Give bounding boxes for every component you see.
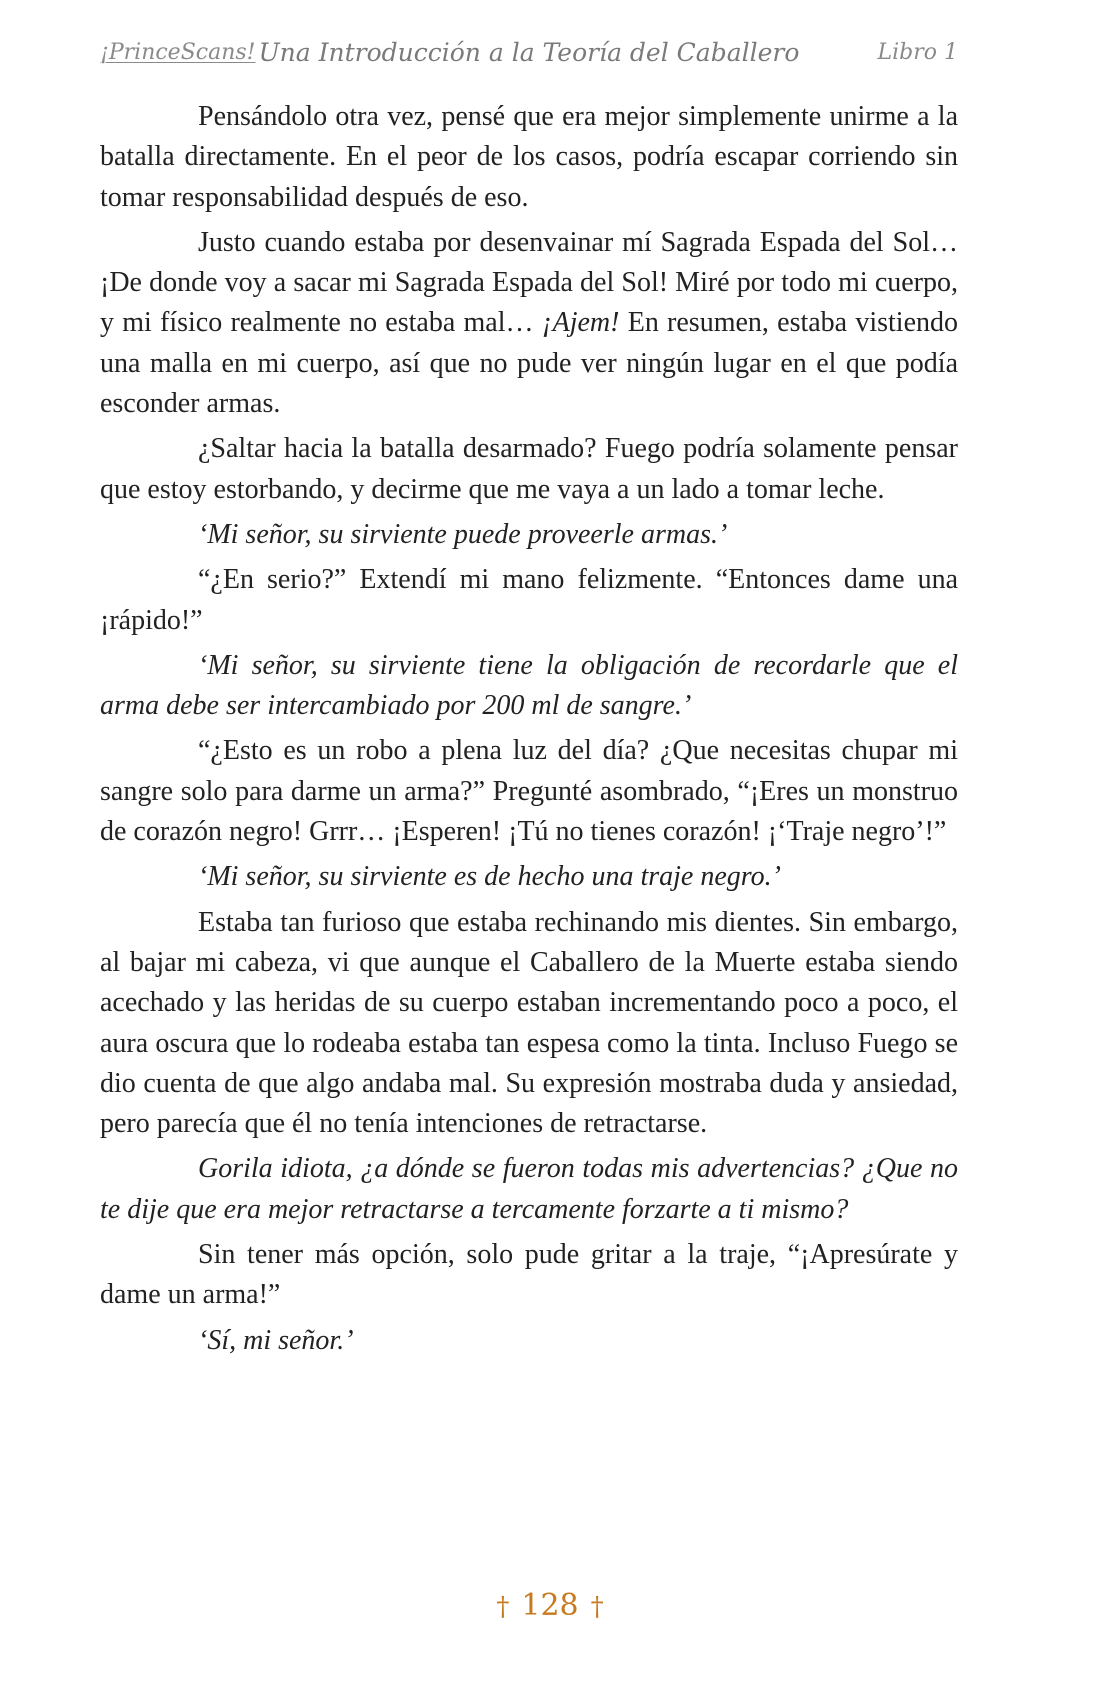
dagger-ornament-icon: † bbox=[590, 1592, 604, 1622]
paragraph-italic: Gorila idiota, ¿a dónde se fueron todas mis advertencias? ¿Que no te dije que era mejor retractarse a tercamente forzarte a ti mismo? bbox=[100, 1153, 958, 1225]
paragraph bbox=[100, 223, 958, 424]
paragraph: “¿En serio?” Extendí mi mano felizmente. “Entonces dame una ¡rápido!” bbox=[100, 564, 958, 636]
paragraph-emphasis: ¡Ajem! bbox=[541, 307, 620, 339]
paragraph: “¿Esto es un robo a plena luz del día? ¿Que necesitas chupar mi sangre solo para darme un arma?” Pregunté asombrado, “¡Eres un monstruo de corazón negro! Grrr… ¡Esperen! ¡Tú no tienes corazón! ¡‘Traje negro’!” bbox=[100, 735, 958, 848]
paragraph: ¿Saltar hacia la batalla desarmado? Fuego podría solamente pensar que estoy estorbando, y decirme que me vaya a un lado a tomar leche. bbox=[100, 433, 958, 505]
paragraph: Pensándolo otra vez, pensé que era mejor simplemente unirme a la batalla directamente. En el peor de los casos, podría escapar corriendo sin tomar responsabilidad después de eso. bbox=[100, 101, 958, 213]
page-header bbox=[100, 34, 958, 74]
header-volume: Libro 1 bbox=[877, 40, 958, 65]
paragraph-text: Justo cuando estaba por desenvainar mí Sagrada Espada del Sol… ¡De donde voy a sacar mi Sagrada Espada del Sol! Miré por todo mi cuerpo, y mi físico realmente no estaba mal… bbox=[100, 226, 958, 339]
paragraph-italic: ‘Mi señor, su sirviente es de hecho una traje negro.’ bbox=[198, 861, 781, 893]
paragraph: Estaba tan furioso que estaba rechinando mis dientes. Sin embargo, al bajar mi cabeza, vi que aunque el Caballero de la Muerte estaba siendo acechado y las heridas de su cuerpo estaban incrementando poco a poco, el aura oscura que lo rodeaba estaba tan espesa como la tinta. Incluso Fuego se dio cuenta de que algo andaba mal. Su expresión mostraba duda y ansiedad, pero parecía que él no tenía intenciones de retractarse. bbox=[100, 906, 958, 1140]
paragraph-italic: ‘Mi señor, su sirviente tiene la obligación de recordarle que el arma debe ser intercambiado por 200 ml de sangre.’ bbox=[100, 649, 958, 722]
dagger-ornament-icon: † bbox=[496, 1592, 510, 1622]
header-scanlation-credit: ¡PrinceScans! bbox=[100, 40, 256, 65]
paragraph-text-continued: En resumen, estaba vistiendo una malla en mi cuerpo, así que no pude ver ningún lugar en el que podía esconder armas. bbox=[100, 307, 958, 420]
page-body bbox=[100, 97, 958, 1366]
paragraph-italic: ‘Mi señor, su sirviente puede proveerle armas.’ bbox=[198, 518, 728, 550]
paragraph: Sin tener más opción, solo pude gritar a la traje, “¡Apresúrate y dame un arma!” bbox=[100, 1239, 958, 1311]
paragraph-italic: ‘Sí, mi señor.’ bbox=[198, 1324, 354, 1356]
header-book-title: Una Introducción a la Teoría del Caballero bbox=[258, 38, 800, 67]
page-number: 128 bbox=[521, 1588, 579, 1623]
page-footer bbox=[0, 1588, 1100, 1623]
